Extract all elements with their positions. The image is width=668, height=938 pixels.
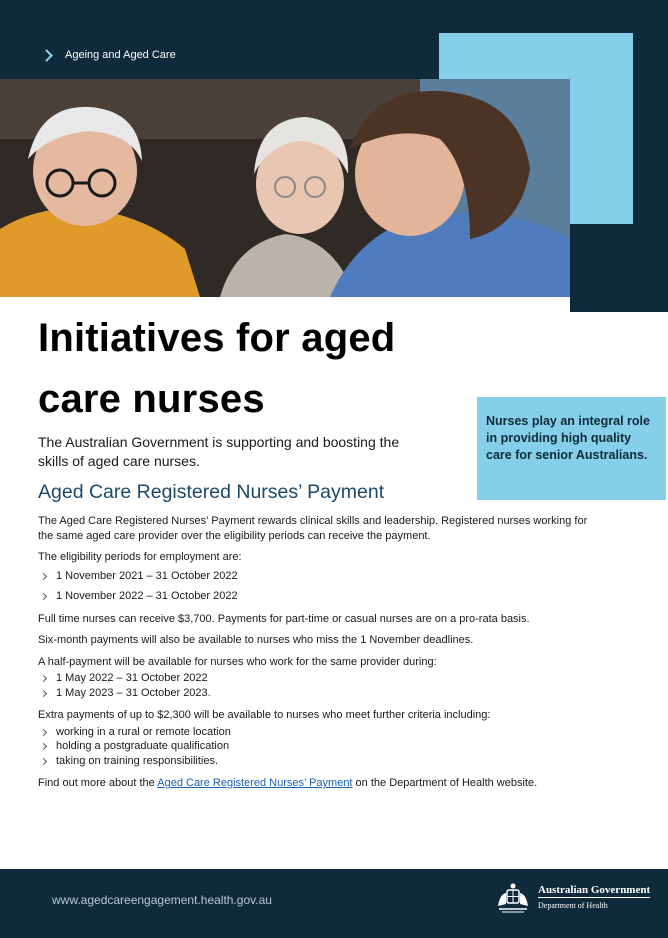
list-item: 1 November 2021 – 31 October 2022 (38, 569, 598, 584)
footer (0, 869, 668, 938)
list-item: holding a postgraduate qualification (38, 739, 598, 754)
government-logo (496, 882, 650, 914)
coat-of-arms-icon (496, 882, 530, 914)
chevron-right-icon (40, 49, 53, 62)
payment-info-link[interactable]: Aged Care Registered Nurses’ Payment (157, 777, 353, 789)
body-paragraph-5: A half-payment will be available for nurses who work for the same provider during: (38, 655, 437, 668)
list-item: working in a rural or remote location (38, 725, 598, 740)
section-heading: Aged Care Registered Nurses’ Payment (38, 481, 385, 503)
body-paragraph-3: Full time nurses can receive $3,700. Payments for part-time or casual nurses are on a pro-rata basis. (38, 612, 530, 625)
gov-name: Australian Government (538, 884, 651, 896)
callout-box: Nurses play an integral role in providing high quality care for senior Australians. (477, 397, 666, 500)
body-content (38, 514, 598, 798)
footer-url[interactable]: www.agedcareengagement.health.gov.au (52, 893, 272, 907)
criteria-list (38, 725, 598, 769)
list-item: 1 May 2023 – 31 October 2023. (38, 686, 598, 701)
breadcrumb-label[interactable]: Ageing and Aged Care (65, 49, 176, 61)
intro-text: The Australian Government is supporting and boosting the skills of aged care nurses. (38, 434, 400, 469)
list-item: 1 November 2022 – 31 October 2022 (38, 589, 598, 604)
find-out-more (38, 776, 598, 791)
eligibility-periods-list (38, 569, 598, 604)
half-payment-periods-list (38, 671, 598, 700)
hero-photo (0, 79, 570, 297)
body-paragraph-2: The eligibility periods for employment are: (38, 551, 242, 563)
list-item: 1 May 2022 – 31 October 2022 (38, 671, 598, 686)
body-paragraph-6: Extra payments of up to $2,300 will be available to nurses who meet further criteria including: (38, 709, 491, 721)
breadcrumb[interactable] (42, 49, 176, 61)
page-title: Initiatives for aged care nurses (38, 316, 396, 421)
list-item: taking on training responsibilities. (38, 754, 598, 769)
body-paragraph-1: The Aged Care Registered Nurses’ Payment rewards clinical skills and leadership. Registered nurses working for the same aged care provider over the eligibility periods can receive the payment. (38, 515, 588, 542)
body-paragraph-4: Six-month payments will also be available to nurses who miss the 1 November deadlines. (38, 634, 474, 646)
gov-department: Department of Health (538, 901, 608, 910)
find-out-prefix: Find out more about the (38, 777, 158, 789)
find-out-suffix: on the Department of Health website. (352, 777, 538, 789)
